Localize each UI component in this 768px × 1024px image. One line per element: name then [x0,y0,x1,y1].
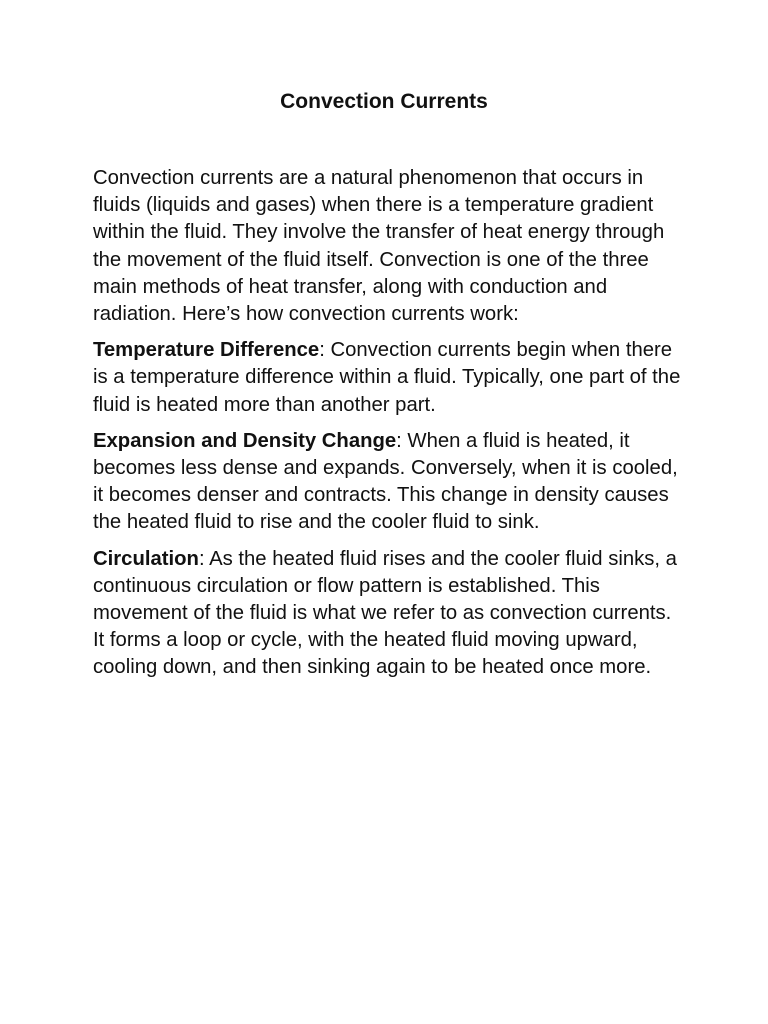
section-term: Expansion and Density Change [93,429,397,452]
section-expansion-density-change [93,428,683,537]
section-term: Circulation [93,547,199,570]
section-circulation [93,546,683,682]
section-text: : As the heated fluid rises and the cooler fluid sinks, a continuous circulation or flow pattern is established. This movement of the fluid is what we refer to as convection currents. It forms a loop or cycle, with the heated fluid moving upward, cooling down, and then sinking again to be heated once more. [93,547,677,679]
page-title: Convection Currents [280,90,488,113]
section-text: : Convection currents begin when there is a temperature difference within a fluid. Typically, one part of the fluid is heated more than another part. [93,339,681,416]
document-body [93,165,683,691]
section-temperature-difference [93,337,683,419]
section-text: : When a fluid is heated, it becomes less dense and expands. Conversely, when it is cooled, it becomes denser and contracts. This change in density causes the heated fluid to rise and the cooler fluid to sink. [93,429,678,534]
section-term: Temperature Difference [93,339,320,362]
intro-paragraph: Convection currents are a natural phenomenon that occurs in fluids (liquids and gases) when there is a temperature gradient within the fluid. They involve the transfer of heat energy through the movement of the fluid itself. Convection is one of the three main methods of heat transfer, along with conduction and radiation. Here’s how convection currents work: [93,167,665,326]
